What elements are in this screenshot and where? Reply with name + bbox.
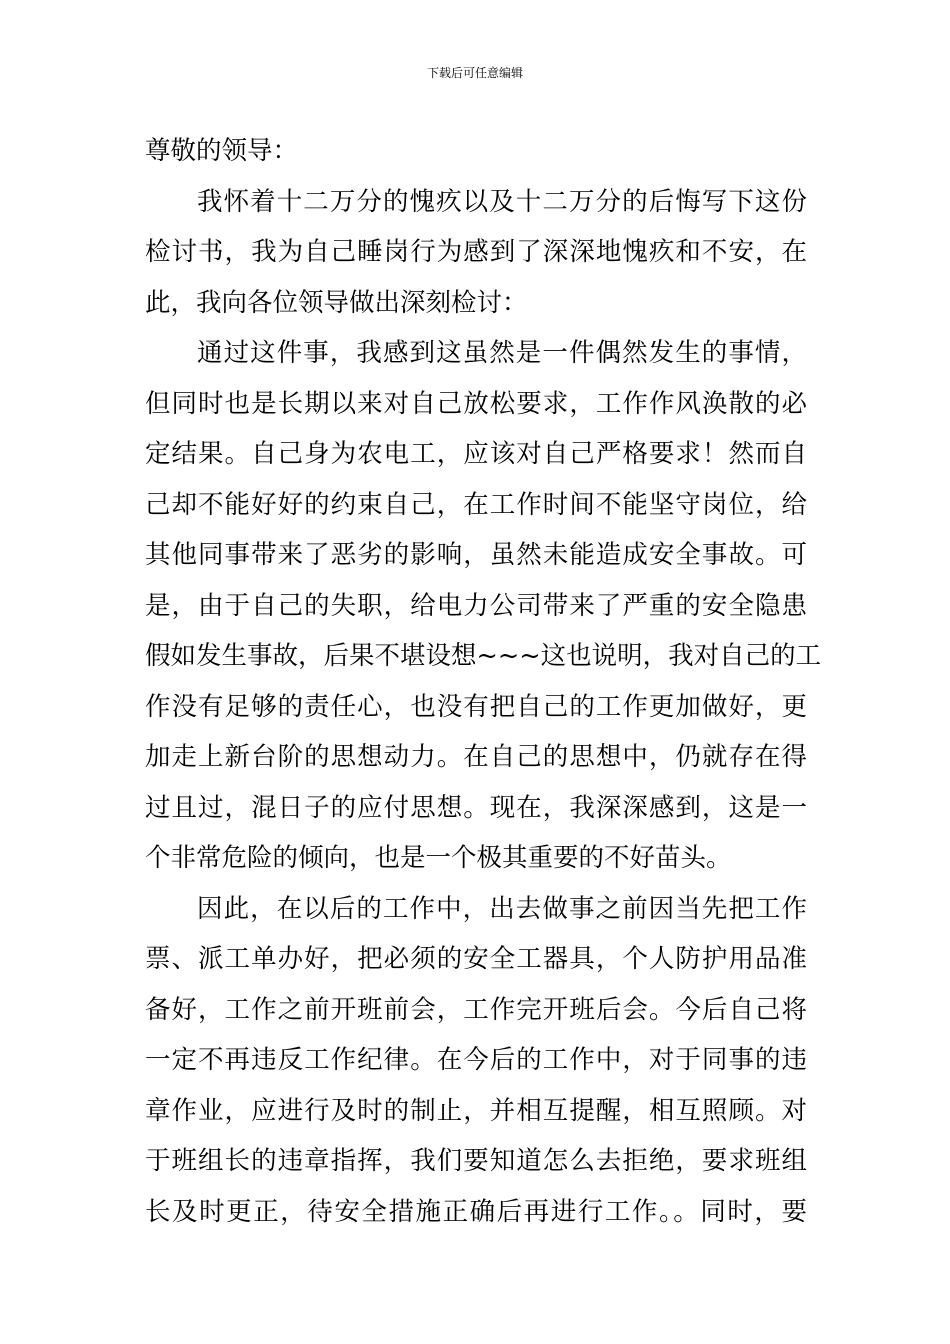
paragraph-line: 章作业，应进行及时的制止，并相互提醒，相互照顾。对 [145,1095,807,1126]
paragraph-line: 通过这件事，我感到这虽然是一件偶然发生的事情， [197,338,807,368]
paragraph-line: 一定不再违反工作纪律。在今后的工作中，对于同事的违 [145,1045,807,1075]
paragraph-line: 加走上新台阶的思想动力。在自己的思想中，仍就存在得 [145,742,807,772]
paragraph-line: 检讨书，我为自己睡岗行为感到了深深地愧疚和不安，在 [145,237,807,267]
paragraph-line: 票、派工单办好，把必须的安全工器具，个人防护用品准 [145,944,807,974]
paragraph-line: 其他同事带来了恶劣的影响，虽然未能造成安全事故。可 [145,540,807,570]
paragraph-1 [145,183,807,335]
paragraph-line: 长及时更正，待安全措施正确后再进行工作。。同时，要 [145,1196,807,1227]
paragraph-line: 过且过，混日子的应付思想。现在，我深深感到，这是一 [145,792,807,823]
paragraph-line: 作没有足够的责任心，也没有把自己的工作更加做好，更 [145,691,807,722]
paragraph-line: 己却不能好好的约束自己，在工作时间不能坚守岗位，给 [145,489,807,520]
paragraph-line: 假如发生事故，后果不堪设想~~~这也说明，我对自己的工 [145,641,822,671]
paragraph-2 [145,334,822,890]
paragraph-line: 备好，工作之前开班前会，工作完开班后会。今后自己将 [145,994,807,1025]
paragraph-line: 此，我向各位领导做出深刻检讨： [145,287,528,318]
document-body [145,132,822,1243]
paragraph-line: 个非常危险的倾向，也是一个极其重要的不好苗头。 [145,843,732,873]
paragraph-line: 于班组长的违章指挥，我们要知道怎么去拒绝，要求班组 [145,1146,807,1176]
paragraph-3 [145,890,807,1244]
paragraph-line: 因此，在以后的工作中，出去做事之前因当先把工作 [197,893,807,924]
paragraph-line: 我怀着十二万分的愧疚以及十二万分的后悔写下这份 [197,186,807,217]
greeting: 尊敬的领导： [145,136,299,166]
page-header: 下载后可任意编辑 [426,66,523,80]
paragraph-line: 但同时也是长期以来对自己放松要求，工作作风涣散的必 [145,388,807,419]
paragraph-line: 定结果。自己身为农电工，应该对自己严格要求！然而自 [145,439,807,469]
paragraph-line: 是，由于自己的失职，给电力公司带来了严重的安全隐患 [145,590,807,621]
